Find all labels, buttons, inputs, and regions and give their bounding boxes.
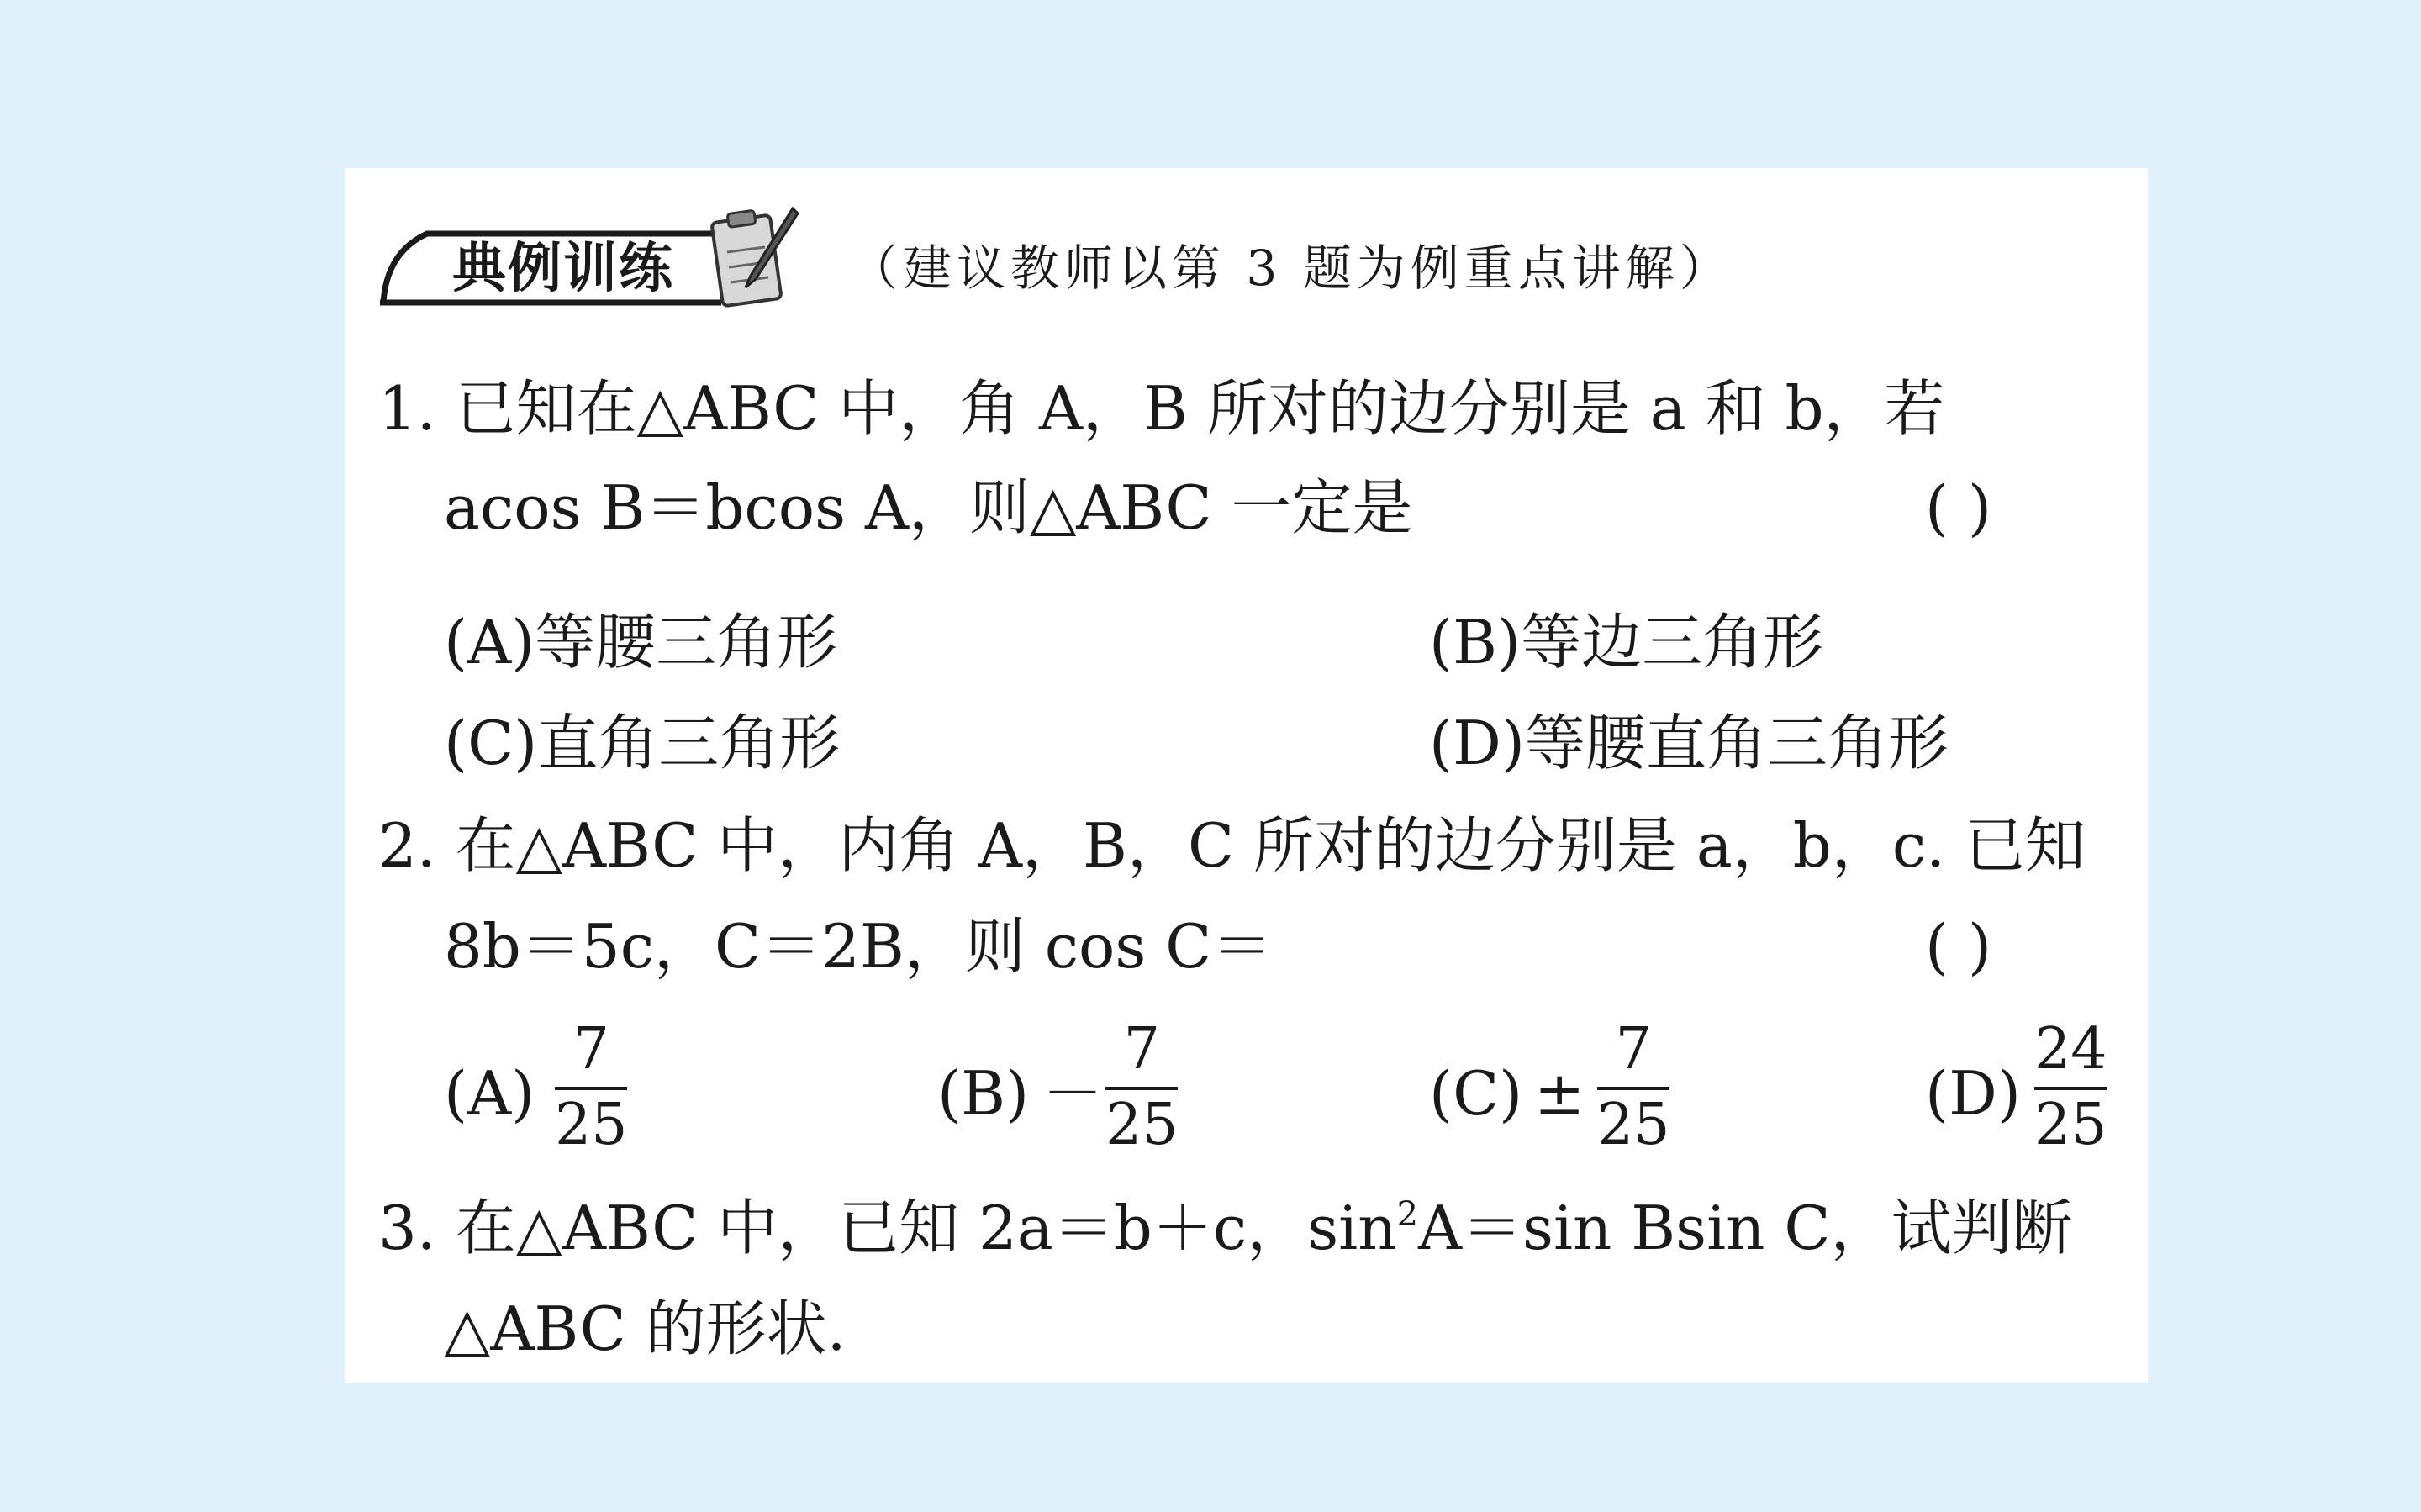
q2-option-c-sign: ± — [1534, 1058, 1585, 1129]
q2-option-c-label: (C) — [1429, 1058, 1523, 1129]
teacher-note: （建议教师以第 3 题为例重点讲解） — [849, 240, 1733, 297]
q2-answer-blank: ( ) — [1925, 911, 1992, 982]
q1-option-c: (C)直角三角形 — [444, 708, 841, 778]
q3-line1 — [378, 1193, 2073, 1263]
q2-option-d-denominator: 25 — [2034, 1092, 2107, 1158]
q2-option-d-numerator: 24 — [2034, 1016, 2107, 1083]
section-badge — [377, 219, 746, 306]
q2-option-d-fraction — [2034, 1016, 2107, 1158]
q2-option-b-numerator: 7 — [1123, 1016, 1160, 1083]
q1-answer-blank: ( ) — [1925, 472, 1992, 543]
q2-option-b-denominator: 25 — [1105, 1092, 1179, 1158]
q1-line1: 1. 已知在△ABC 中，角 A，B 所对的边分别是 a 和 b，若 — [378, 373, 1945, 444]
q3-superscript: 2 — [1396, 1195, 1419, 1234]
section-title: 典例训练 — [452, 238, 674, 300]
clipboard-pen-icon — [702, 193, 803, 319]
q2-line1: 2. 在△ABC 中，内角 A，B，C 所对的边分别是 a，b，c. 已知 — [378, 810, 2086, 881]
q2-option-a-fraction — [555, 1016, 628, 1158]
q2-option-a-denominator: 25 — [555, 1092, 628, 1158]
q2-line2: 8b＝5c，C＝2B，则 cos C＝ — [444, 911, 1273, 982]
q2-option-d-label: (D) — [1925, 1058, 2021, 1129]
q2-option-a-label: (A) — [444, 1058, 535, 1129]
q2-option-c-denominator: 25 — [1597, 1092, 1670, 1158]
fraction-bar — [2034, 1087, 2107, 1090]
q2-option-b-fraction — [1105, 1016, 1179, 1158]
fraction-bar — [1105, 1087, 1178, 1090]
q3-line1-end: A＝sin Bsin C，试判断 — [1418, 1193, 2073, 1263]
fraction-bar — [1597, 1087, 1669, 1090]
q2-option-c-numerator: 7 — [1615, 1016, 1652, 1083]
q1-option-b: (B)等边三角形 — [1429, 607, 1824, 677]
q1-option-d: (D)等腰直角三角形 — [1429, 708, 1949, 778]
q2-option-b-label: (B) — [937, 1058, 1030, 1129]
worksheet-page — [345, 168, 2148, 1383]
q2-option-b-sign: － — [1042, 1058, 1104, 1129]
q3-line2: △ABC 的形状. — [444, 1293, 847, 1364]
q1-option-a: (A)等腰三角形 — [444, 607, 838, 677]
q2-option-a-numerator: 7 — [572, 1016, 609, 1083]
fraction-bar — [555, 1087, 627, 1090]
q2-option-c-fraction — [1597, 1016, 1670, 1158]
q1-line2: acos B＝bcos A，则△ABC 一定是 — [444, 472, 1413, 543]
q3-line1-start: 3. 在△ABC 中，已知 2a＝b＋c，sin — [378, 1193, 1397, 1263]
